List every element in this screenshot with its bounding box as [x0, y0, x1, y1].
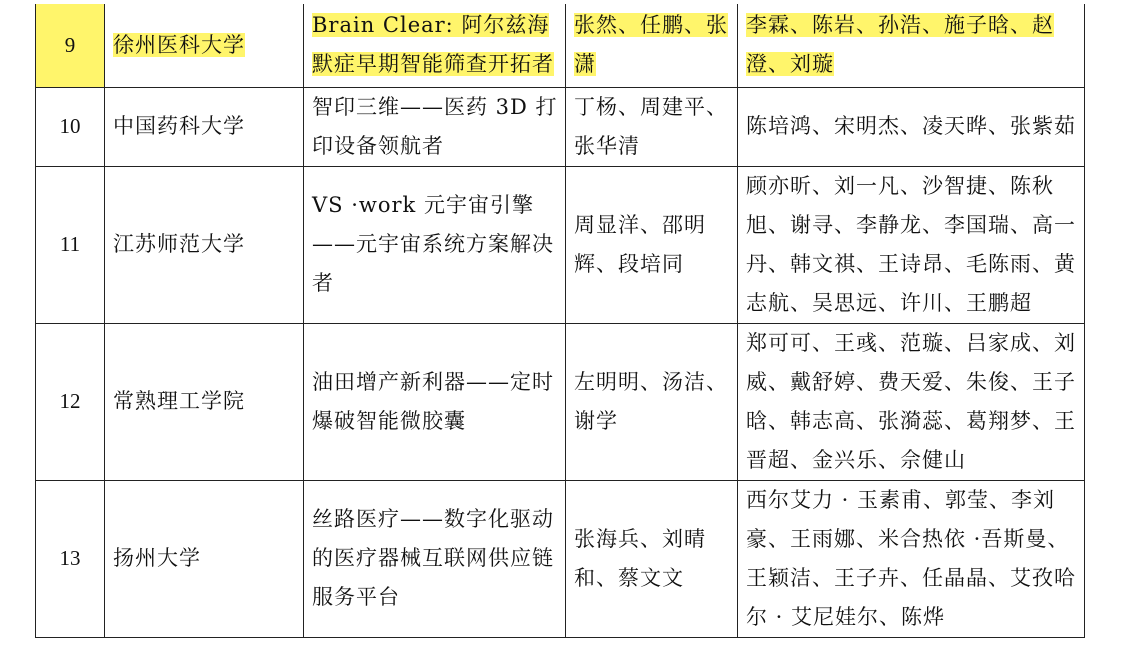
advisors: 丁杨、周建平、张华清 [566, 87, 738, 166]
row-index: 13 [36, 480, 105, 637]
row-index: 10 [36, 87, 105, 166]
members: 郑可可、王彧、范璇、吕家成、刘威、戴舒婷、费天爱、朱俊、王子晗、韩志高、张漪蕊、葛翔梦、王晋超、金兴乐、佘健山 [738, 323, 1085, 480]
school-name: 江苏师范大学 [105, 166, 304, 323]
school-name: 徐州医科大学 [113, 32, 245, 57]
members: 顾亦昕、刘一凡、沙智捷、陈秋旭、谢寻、李静龙、李国瑞、高一丹、韩文祺、王诗昂、毛陈雨、黄志航、吴思远、许川、王鹏超 [738, 166, 1085, 323]
project-name: 智印三维——医药 3D 打印设备领航者 [304, 87, 566, 166]
advisors: 张然、任鹏、张潇 [574, 13, 728, 77]
row-index: 12 [36, 323, 105, 480]
table-row [36, 166, 1085, 323]
school-name: 中国药科大学 [105, 87, 304, 166]
project-name: Brain Clear: 阿尔兹海默症早期智能筛查开拓者 [312, 13, 554, 77]
members: 李霖、陈岩、孙浩、施子晗、赵澄、刘璇 [746, 13, 1054, 77]
awards-table [35, 4, 1085, 638]
members: 西尔艾力 · 玉素甫、郭莹、李刘豪、王雨娜、米合热依 ·吾斯曼、王颖洁、王子卉、任晶晶、艾孜哈尔 · 艾尼娃尔、陈烨 [738, 480, 1085, 637]
members: 陈培鸿、宋明杰、凌天晔、张紫茹 [738, 87, 1085, 166]
row-index: 9 [36, 4, 105, 87]
advisors: 左明明、汤洁、谢学 [566, 323, 738, 480]
table-row [36, 480, 1085, 637]
project-name: 丝路医疗——数字化驱动的医疗器械互联网供应链服务平台 [304, 480, 566, 637]
project-name: 油田增产新利器——定时爆破智能微胶囊 [304, 323, 566, 480]
table-row [36, 323, 1085, 480]
table-row [36, 87, 1085, 166]
school-name: 常熟理工学院 [105, 323, 304, 480]
table-row [36, 4, 1085, 87]
project-name: VS ·work 元宇宙引擎——元宇宙系统方案解决者 [304, 166, 566, 323]
project-cell [304, 4, 566, 87]
school-name: 扬州大学 [105, 480, 304, 637]
advisors: 周显洋、邵明辉、段培同 [566, 166, 738, 323]
advisors-cell [566, 4, 738, 87]
school-cell [105, 4, 304, 87]
advisors: 张海兵、刘晴和、蔡文文 [566, 480, 738, 637]
row-index: 11 [36, 166, 105, 323]
members-cell [738, 4, 1085, 87]
